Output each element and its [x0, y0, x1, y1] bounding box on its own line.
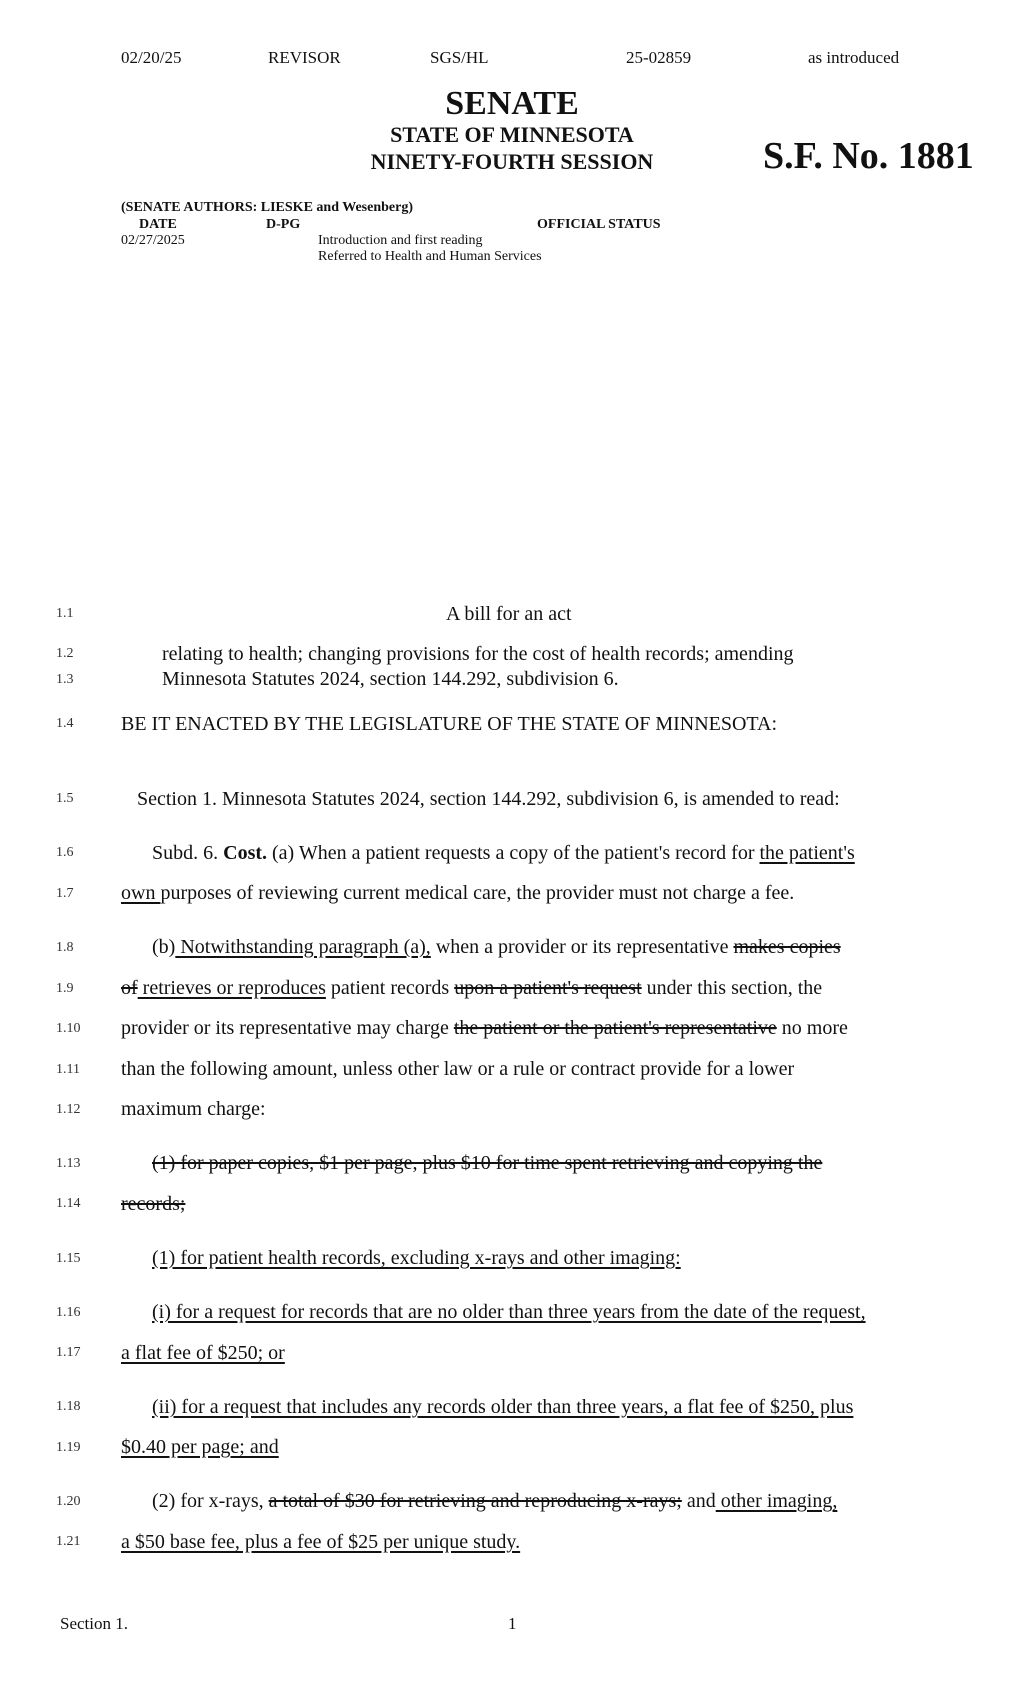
title-senate: SENATE — [445, 85, 579, 122]
line-number: 1.16 — [56, 1305, 81, 1320]
line-number: 1.21 — [56, 1534, 81, 1549]
bill-line: maximum charge: — [121, 1098, 266, 1120]
bill-line: (2) for x-rays, a total of $30 for retrieving and reproducing x-rays; and other imaging, — [152, 1490, 838, 1512]
line-number: 1.6 — [56, 845, 74, 860]
bill-line: Minnesota Statutes 2024, section 144.292, subdivision 6. — [162, 668, 619, 690]
col-date: DATE — [139, 217, 177, 232]
line-number: 1.3 — [56, 672, 74, 687]
line-number: 1.13 — [56, 1156, 81, 1171]
line-number: 1.18 — [56, 1399, 81, 1414]
header-status: as introduced — [808, 48, 900, 67]
line-number: 1.11 — [56, 1062, 80, 1077]
line-number: 1.1 — [56, 606, 74, 621]
bill-line: $0.40 per page; and — [121, 1436, 279, 1458]
bill-number: S.F. No. 1881 — [763, 135, 974, 177]
header-date: 02/20/25 — [121, 48, 182, 67]
line-number: 1.20 — [56, 1494, 81, 1509]
bill-line: relating to health; changing provisions for the cost of health records; amending — [162, 643, 794, 665]
line-number: 1.9 — [56, 981, 74, 996]
bill-line: records; — [121, 1193, 186, 1215]
status-entry-date: 02/27/2025 — [121, 233, 185, 248]
line-number: 1.15 — [56, 1251, 81, 1266]
bill-line: a $50 base fee, plus a fee of $25 per unique study. — [121, 1531, 521, 1553]
status-entry-2: Referred to Health and Human Services — [318, 249, 542, 264]
bill-line: own purposes of reviewing current medical care, the provider must not charge a fee. — [121, 882, 795, 904]
title-session: NINETY-FOURTH SESSION — [370, 149, 654, 174]
page-number: 1 — [508, 1614, 517, 1633]
line-number: 1.19 — [56, 1440, 81, 1455]
bill-line: of retrieves or reproduces patient records upon a patient's request under this section, the — [121, 977, 823, 999]
line-number: 1.12 — [56, 1102, 81, 1117]
footer-section: Section 1. — [60, 1614, 128, 1633]
bill-line: Subd. 6. Cost. (a) When a patient requests a copy of the patient's record for the patient's — [152, 842, 855, 864]
line-number: 1.4 — [56, 716, 74, 731]
status-entry-1: Introduction and first reading — [318, 233, 483, 248]
line-number: 1.7 — [56, 886, 74, 901]
bill-title: A bill for an act — [446, 603, 572, 625]
bill-line: (1) for patient health records, excluding x-rays and other imaging: — [152, 1247, 681, 1269]
title-state: STATE OF MINNESOTA — [390, 122, 634, 147]
bill-line: provider or its representative may charge the patient or the patient's representative no more — [121, 1017, 848, 1039]
bill-line: than the following amount, unless other law or a rule or contract provide for a lower — [121, 1058, 795, 1080]
section-heading: Section 1. Minnesota Statutes 2024, section 144.292, subdivision 6, is amended to read: — [137, 788, 840, 810]
bill-line: a flat fee of $250; or — [121, 1342, 285, 1364]
bill-line: (1) for paper copies, $1 per page, plus $10 for time spent retrieving and copying the — [152, 1152, 823, 1174]
line-number: 1.17 — [56, 1345, 81, 1360]
header-initials: SGS/HL — [430, 48, 489, 67]
col-dpg: D-PG — [266, 217, 301, 232]
header-doc-id: 25-02859 — [626, 48, 692, 67]
senate-authors: (SENATE AUTHORS: LIESKE and Wesenberg) — [121, 200, 413, 215]
line-number: 1.14 — [56, 1196, 81, 1211]
bill-line: (b) Notwithstanding paragraph (a), when a provider or its representative makes copies — [152, 936, 841, 958]
line-number: 1.8 — [56, 940, 74, 955]
line-number: 1.10 — [56, 1021, 81, 1036]
col-official-status: OFFICIAL STATUS — [537, 217, 661, 232]
enacting-clause: BE IT ENACTED BY THE LEGISLATURE OF THE STATE OF MINNESOTA: — [121, 713, 778, 735]
header-revisor: REVISOR — [268, 48, 341, 67]
line-number: 1.2 — [56, 646, 74, 661]
bill-line: (ii) for a request that includes any records older than three years, a flat fee of $250, plus — [152, 1396, 854, 1418]
line-number: 1.5 — [56, 791, 74, 806]
bill-line: (i) for a request for records that are no older than three years from the date of the request, — [152, 1301, 866, 1323]
